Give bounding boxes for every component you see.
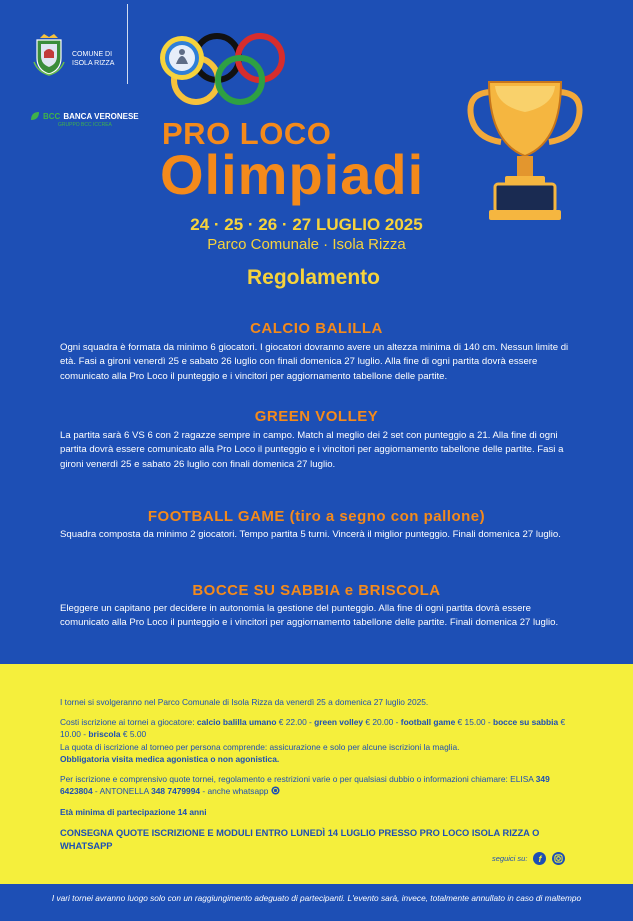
- section-heading-volley: GREEN VOLLEY: [254, 408, 379, 425]
- event-place: [0, 236, 633, 253]
- bank-logo: [30, 111, 139, 121]
- instagram-icon[interactable]: [552, 852, 565, 865]
- header-divider: [127, 4, 128, 84]
- social-links: [492, 852, 565, 865]
- section-body-calcio: Ogni squadra è formata da minimo 6 giocatori. I giocatori dovranno avere un altezza minima di 140 cm. Nessun limite di età. Fasi a gironi venerdì 25 e sabato 26 luglio con finali domenica 27 luglio. Alla fine di ogni partita dovrà essere comunicato alla Pro Loco il punteggio e i vincitori per aggiornamento tabellone delle partite.: [60, 342, 569, 382]
- regolamento-title: [0, 266, 633, 290]
- cost-bocce-label: bocce su sabbia: [492, 717, 559, 727]
- bank-prefix: BCC: [43, 111, 61, 121]
- event-dates: [0, 215, 633, 235]
- medical-line: Obbligatoria visita medica agonistica o non agonistica.: [60, 754, 280, 765]
- bcc-leaf-icon: [30, 111, 40, 121]
- cost-briscola-label: briscola: [88, 729, 121, 740]
- deadline-notice: CONSEGNA QUOTE ISCRIZIONE E MODULI ENTRO LUNEDÌ 14 LUGLIO PRESSO PRO LOCO ISOLA RIZZA O WHATSAPP: [60, 828, 540, 851]
- olympic-rings: [160, 30, 330, 110]
- pro-loco-logo: [160, 36, 204, 80]
- cost-football-value: € 15.00 -: [455, 717, 493, 727]
- title-olimpiadi: Olimpiadi: [160, 143, 425, 206]
- cost-calcio-value: € 22.00 -: [276, 717, 315, 727]
- cost-calcio-label: calcio balilla umano: [196, 717, 277, 727]
- min-age: Età minima di partecipazione 14 anni: [60, 807, 207, 817]
- facebook-icon[interactable]: f: [533, 852, 546, 865]
- cost-bocce-value: € 10.00 -: [60, 717, 566, 740]
- trophy-icon: [465, 72, 585, 232]
- crest-icon: [32, 32, 66, 76]
- comune-line2: ISOLA RIZZA: [72, 60, 115, 67]
- contact-sep: - ANTONELLA: [92, 786, 152, 797]
- footer-note: I vari tornei avranno luogo solo con un raggiungimento adeguato di partecipanti. L'evento sarà, invece, totalmente annullato in caso di maltempo: [51, 893, 582, 903]
- cost-football-label: football game: [400, 717, 456, 727]
- contact-suffix: - anche whatsapp: [200, 786, 269, 797]
- contact-antonella-phone[interactable]: 348 7479994: [151, 786, 201, 797]
- section-heading-calcio: CALCIO BALILLA: [250, 320, 383, 337]
- bank-sub: GRUPPO BCC ICCREA: [58, 122, 112, 128]
- section-heading-bocce: BOCCE SU SABBIA e BRISCOLA: [192, 582, 441, 599]
- section-body-football: Squadra composta da minimo 2 giocatori. Tempo partita 5 turni. Vincerà il miglior punteggio. Finali domenica 27 luglio.: [60, 529, 561, 540]
- event-dates-text: 24 · 25 · 26 · 27 LUGLIO 2025: [190, 215, 423, 234]
- bank-name: BANCA VERONESE: [63, 111, 139, 121]
- cost-volley-value: € 20.00 -: [363, 717, 401, 727]
- comune-label: [72, 50, 114, 68]
- cost-volley-label: green volley: [314, 717, 364, 727]
- venue-line: I tornei si svolgeranno nel Parco Comunale di Isola Rizza da venerdì 25 a domenica 27 luglio 2025.: [60, 697, 429, 707]
- comune-line1: COMUNE DI: [72, 51, 113, 58]
- section-heading-football: FOOTBALL GAME (tiro a segno con pallone): [147, 508, 486, 525]
- whatsapp-icon[interactable]: [271, 786, 280, 795]
- contact-intro: Per iscrizione e comprensivo quote tornei, regolamento e restrizioni varie o per qualsiasi dubbio o informazioni chiamare: ELISA: [60, 774, 536, 784]
- follow-label: seguici su:: [492, 854, 528, 863]
- cost-briscola-value: € 5.00: [120, 729, 147, 740]
- section-body-volley: La partita sarà 6 VS 6 con 2 ragazze sempre in campo. Match al meglio dei 2 set con punteggio a 21. Alla fine di ogni partita dovrà essere comunicato alla Pro Loco il punteggio e i vincitori per aggiornamento tabellone delle partite. Fasi a gironi venerdì 25 e sabato 26 luglio con finali domenica 27 luglio.: [60, 430, 564, 470]
- costs-block: [60, 716, 580, 766]
- section-body-bocce: Eleggere un capitano per decidere in autonomia la gestione del punteggio. Alla fine di ogni partita dovrà essere comunicato alla Pro Loco il punteggio e i vincitori per aggiornamento tabellone delle partite. Finali domenica 27 luglio.: [60, 603, 559, 629]
- title-pro-loco: PRO LOCO: [162, 116, 332, 151]
- costs-intro: Costi iscrizione ai tornei a giocatore:: [60, 717, 197, 727]
- regolamento-text: Regolamento: [246, 266, 380, 289]
- contact-block: [60, 773, 580, 798]
- contact-elisa-phone[interactable]: 349 6423804: [60, 774, 550, 797]
- quota-line: La quota di iscrizione al torneo per persona comprende: assicurazione e solo per alcune iscrizioni la maglia.: [60, 741, 460, 752]
- event-place-text: Parco Comunale · Isola Rizza: [207, 236, 406, 253]
